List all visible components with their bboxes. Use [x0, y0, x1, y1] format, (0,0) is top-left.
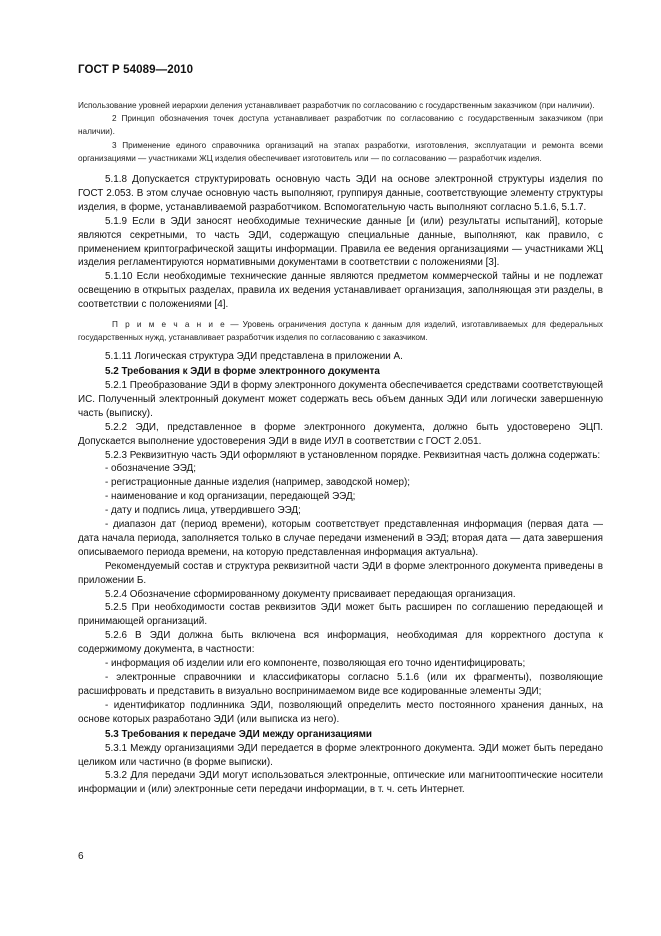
list-item: - наименование и код организации, передающей ЭЭД; — [105, 491, 356, 503]
page-header-doc-code: ГОСТ Р 54089—2010 — [78, 64, 194, 76]
clause-5-2-4: 5.2.4 Обозначение сформированному документу присваивает передающая организация. — [105, 588, 516, 600]
list-item: - электронные справочники и классификаторы согласно 5.1.6 (или их фрагменты), позволяющие расшифровать и представить в визуально воспринимаемом виде все кодированные элементы ЭДИ; — [78, 672, 603, 697]
note-text: — Уровень ограничения доступа к данным для изделий, изготавливаемых для федеральных государственных нужд, устанавливает разработчик изделия по согласованию с заказчиком. — [78, 320, 603, 343]
section-heading-5-3: 5.3 Требования к передаче ЭДИ между организациями — [105, 728, 372, 740]
list-item: - информация об изделии или его компоненте, позволяющая его точно идентифицировать; — [105, 658, 526, 670]
note-paragraph: Использование уровней иерархии деления устанавливает разработчик по согласованию с государственным заказчиком (при наличии). — [78, 101, 595, 110]
clause-5-1-9: 5.1.9 Если в ЭДИ заносят необходимые технические данные [и (или) результаты испытаний], которые являются секретными, то часть ЭДИ, содержащую специальные данные, выполняют, как правило, с применением криптографической защиты информации. Правила ее ведения организациями — участниками ЖЦ изделия регламентируются нормативными документами в соответствии с положениями [3]. — [78, 215, 603, 269]
list-item: - диапазон дат (период времени), которым соответствует представленная информация (первая дата — дата начала периода, заполняется только в случае передачи изменений в ЭЭД; вторая дата — дата завершения описываемого периода времени, на которую представленная информация актуальна). — [78, 519, 603, 558]
note-paragraph: 2 Принцип обозначения точек доступа устанавливает разработчик по согласованию с государственным заказчиком (при наличии). — [78, 114, 603, 137]
list-item: - идентификатор подлинника ЭДИ, позволяющий определить место постоянного хранения данных, на основе которых разработано ЭДИ (или выписка из него). — [78, 699, 603, 725]
clause-5-2-2: 5.2.2 ЭДИ, представленное в форме электронного документа, должно быть удостоверено ЭЦП. Допускается выполнение удостоверения ЭДИ в виде ИУЛ в соответствии с ГОСТ 2.051. — [78, 421, 603, 447]
note-label: П р и м е ч а н и е — [112, 320, 227, 330]
list-item: - дату и подпись лица, утвердившего ЭЭД; — [105, 505, 301, 517]
clause-5-1-8: 5.1.8 Допускается структурировать основную часть ЭДИ на основе электронной структуры изделия по ГОСТ 2.053. В этом случае основную часть выполняют, группируя данные, соответствующие элементу структуры изделия, в форме, устанавливаемой разработчиком. Вспомогательную часть выполняют согласно 5.1.6, 5.1.7. — [78, 174, 603, 213]
clause-5-1-10: 5.1.10 Если необходимые технические данные являются предметом коммерческой тайны и не подлежат освещению в открытых разделах, правила их ведения устанавливает организация, заполняющая эти разделы, в соответствии с положениями [4]. — [78, 271, 603, 311]
clause-5-2-3: 5.2.3 Реквизитную часть ЭДИ оформляют в установленном порядке. Реквизитная часть должна содержать: — [105, 449, 601, 461]
clause-5-3-1: 5.3.1 Между организациями ЭДИ передается в форме электронного документа. ЭДИ может быть передано целиком или частично (в форме выписки). — [78, 742, 603, 768]
clause-5-1-11: 5.1.11 Логическая структура ЭДИ представлена в приложении А. — [105, 351, 403, 363]
list-item: - регистрационные данные изделия (например, заводской номер); — [105, 477, 411, 489]
section-heading-5-2: 5.2 Требования к ЭДИ в форме электронного документа — [105, 365, 380, 377]
page-content — [78, 99, 603, 797]
list-item: - обозначение ЭЭД; — [105, 463, 196, 475]
note-access-level — [78, 318, 603, 344]
clause-5-2-6: 5.2.6 В ЭДИ должна быть включена вся информация, необходимая для корректного доступа к содержимому документа, в частности: — [78, 630, 603, 656]
paragraph-recommended-structure: Рекомендуемый состав и структура реквизитной части ЭДИ в форме электронного документа приведены в приложении Б. — [78, 560, 603, 586]
page-number: 6 — [78, 851, 84, 862]
clause-5-2-5: 5.2.5 При необходимости состав реквизитов ЭДИ может быть расширен по соглашению передающей и принимающей организаций. — [78, 602, 603, 628]
clause-5-2-1: 5.2.1 Преобразование ЭДИ в форму электронного документа обеспечивается средствами соответствующей ИС. Полученный электронный документ может содержать весь объем данных ЭДИ или логически завершенную часть (выписку). — [78, 379, 603, 419]
note-paragraph: 3 Применение единого справочника организаций на этапах разработки, изготовления, эксплуатации и ремонта всеми организациями — участниками ЖЦ изделия обеспечивает изготовитель или — по согласованию — разработчик изделия. — [78, 140, 603, 163]
clause-5-3-2: 5.3.2 Для передачи ЭДИ могут использоваться электронные, оптические или магнитооптические носители информации и (или) электронные сети передачи информации, в т. ч. сеть Интернет. — [78, 770, 603, 796]
